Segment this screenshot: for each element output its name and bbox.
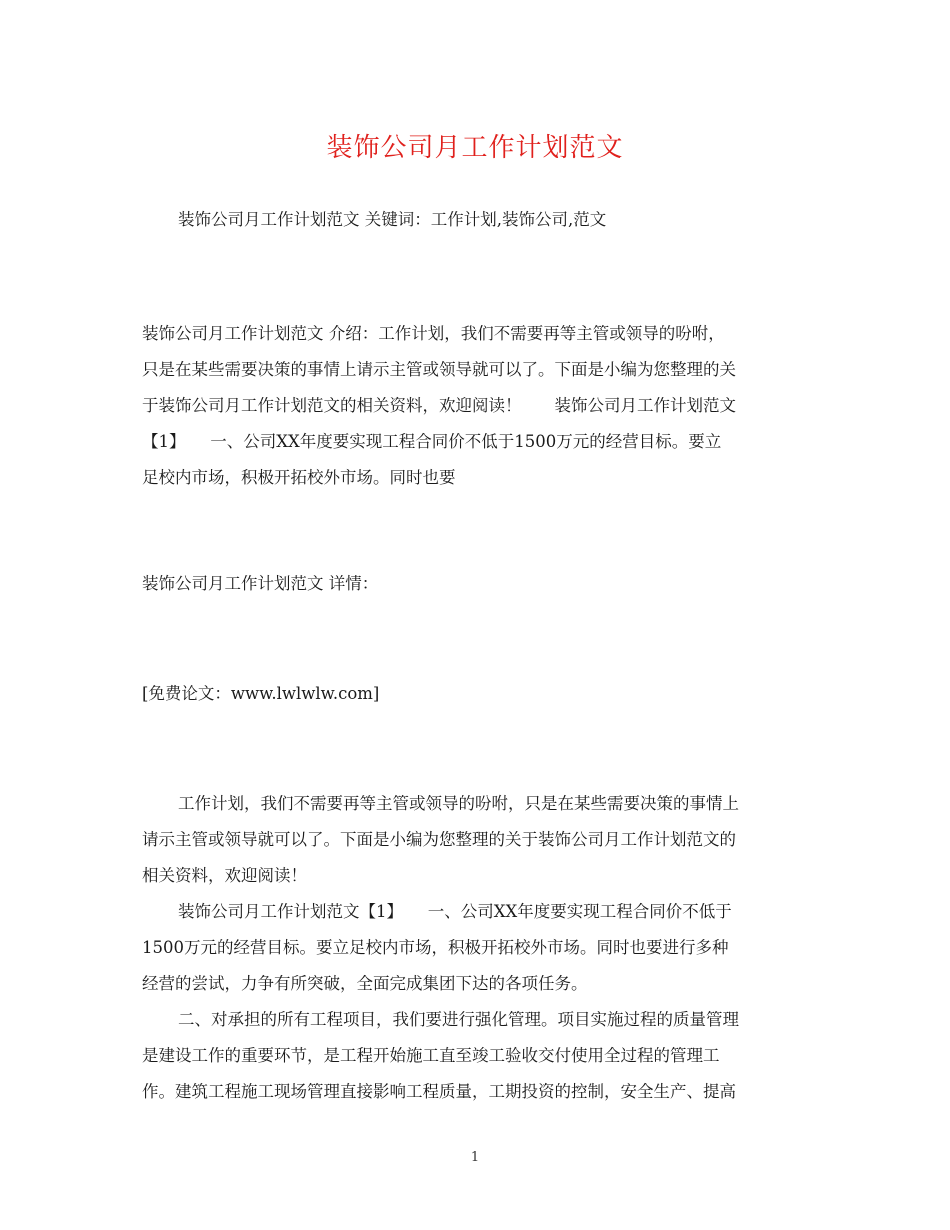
intro-line: 【1】 一、公司XX年度要实现工程合同价不低于1500万元的经营目标。要立 — [142, 432, 722, 451]
body-line: 二、对承担的所有工程项目，我们要进行强化管理。项目实施过程的质量管理 — [178, 1010, 739, 1029]
page-number: 1 — [470, 1150, 480, 1165]
intro-paragraph — [142, 316, 822, 496]
body-line: 1500万元的经营目标。要立足校内市场，积极开拓校外市场。同时也要进行多种 — [142, 938, 729, 957]
intro-line: 足校内市场，积极开拓校外市场。同时也要 — [142, 468, 456, 487]
details-label: 装饰公司月工作计划范文 详情： — [142, 574, 379, 593]
intro-line: 装饰公司月工作计划范文 介绍：工作计划，我们不需要再等主管或领导的吩咐， — [142, 324, 725, 343]
intro-line: 只是在某些需要决策的事情上请示主管或领导就可以了。下面是小编为您整理的关 — [142, 360, 736, 379]
body-line: 装饰公司月工作计划范文【1】 一、公司XX年度要实现工程合同价不低于 — [178, 902, 732, 921]
body-text — [142, 786, 822, 1110]
document-title: 装饰公司月工作计划范文 — [326, 133, 624, 163]
body-line: 是建设工作的重要环节，是工程开始施工直至竣工验收交付使用全过程的管理工 — [142, 1046, 720, 1065]
body-line: 经营的尝试，力争有所突破，全面完成集团下达的各项任务。 — [142, 974, 588, 993]
body-line: 相关资料，欢迎阅读！ — [142, 866, 307, 885]
body-line: 作。建筑工程施工现场管理直接影响工程质量，工期投资的控制，安全生产、提高 — [142, 1082, 736, 1101]
source-line: [免费论文：www.lwlwlw.com] — [142, 684, 380, 703]
keywords-line: 装饰公司月工作计划范文 关键词：工作计划,装饰公司,范文 — [178, 210, 607, 229]
body-line: 工作计划，我们不需要再等主管或领导的吩咐，只是在某些需要决策的事情上 — [178, 794, 739, 813]
body-line: 请示主管或领导就可以了。下面是小编为您整理的关于装饰公司月工作计划范文的 — [142, 830, 736, 849]
intro-line: 于装饰公司月工作计划范文的相关资料，欢迎阅读！ 装饰公司月工作计划范文 — [142, 396, 736, 415]
